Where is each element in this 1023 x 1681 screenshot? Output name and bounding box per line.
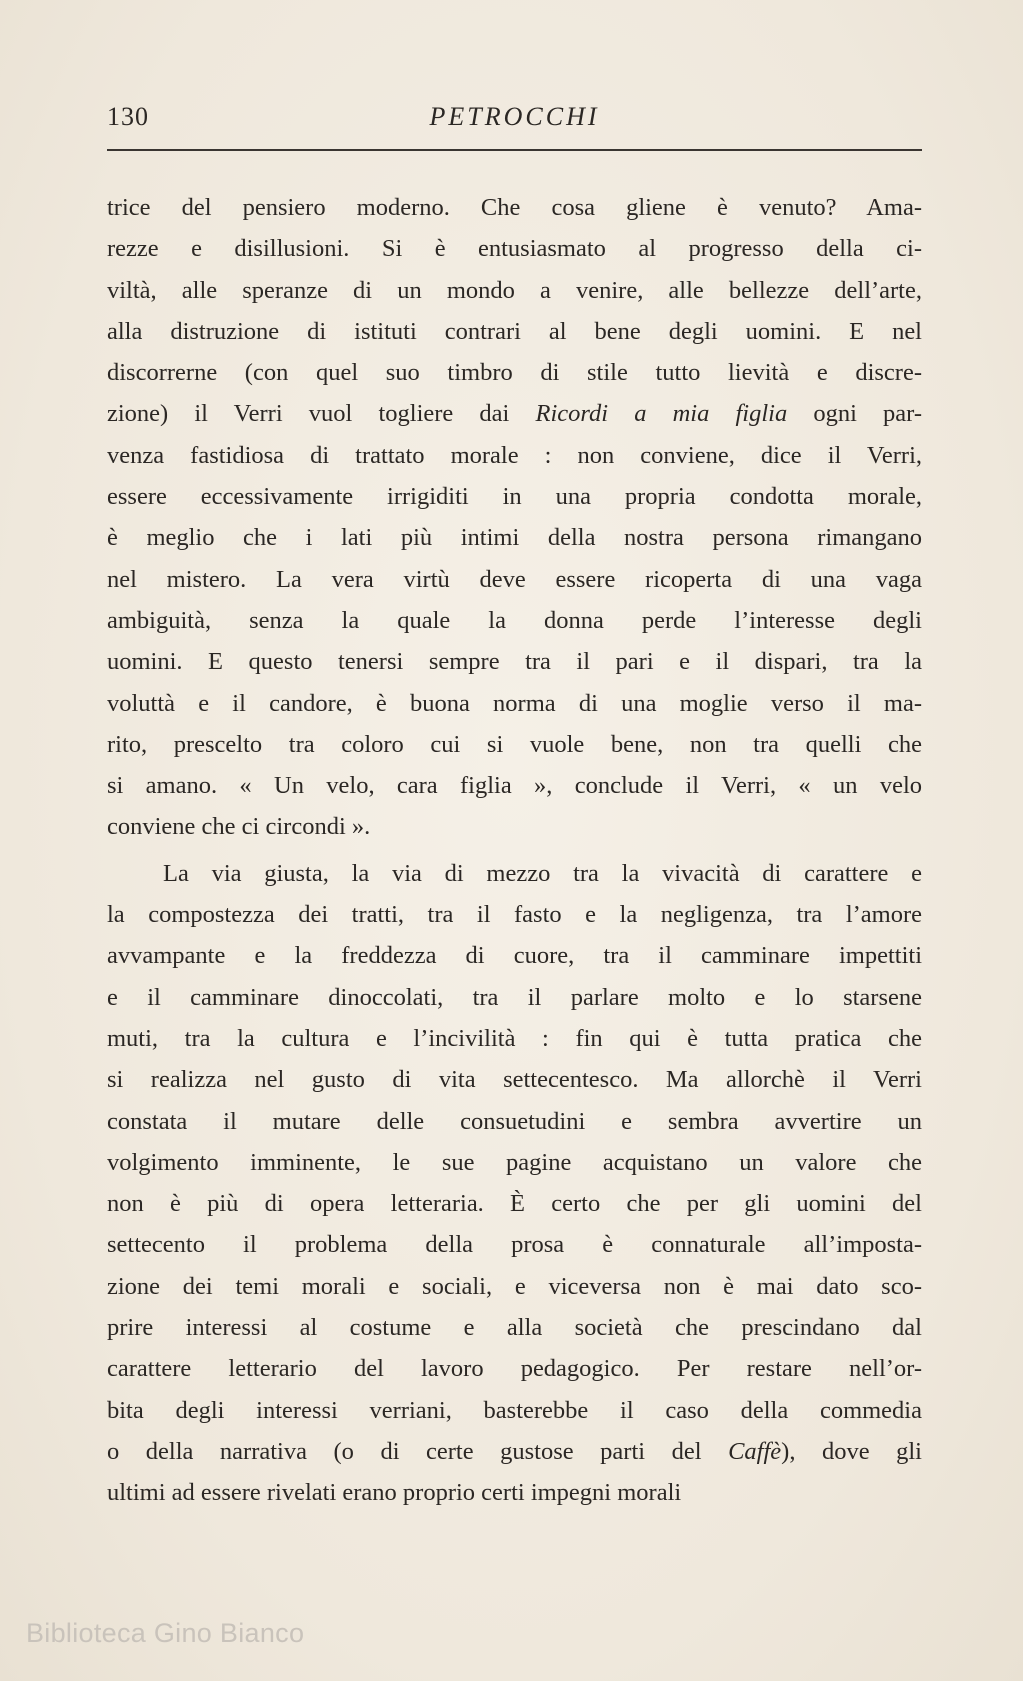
- text-line: alla distruzione di istituti contrari al bene degli uomini. E nel: [107, 317, 922, 345]
- header-rule: [107, 149, 922, 151]
- running-title: PETROCCHI: [429, 102, 600, 131]
- text-line: bita degli interessi verriani, basterebbe il caso della commedia: [107, 1396, 922, 1424]
- text-segment: ogni par-: [787, 400, 922, 428]
- text-line: rito, prescelto tra coloro cui si vuole bene, non tra quelli che: [107, 730, 922, 758]
- text-line: viltà, alle speranze di un mondo a venire, alle bellezze dell’arte,: [107, 276, 922, 304]
- text-line: e il camminare dinoccolati, tra il parlare molto e lo starsene: [107, 983, 922, 1011]
- text-line: carattere letterario del lavoro pedagogico. Per restare nell’or-: [107, 1355, 922, 1383]
- text-line: avvampante e la freddezza di cuore, tra il camminare impettiti: [107, 942, 922, 970]
- text-line: voluttà e il candore, è buona norma di una moglie verso il ma-: [107, 689, 922, 717]
- text-line: discorrerne (con quel suo timbro di stile tutto lievità e discre-: [107, 359, 922, 387]
- text-line: è meglio che i lati più intimi della nostra persona rimangano: [107, 524, 922, 552]
- text-line: uomini. E questo tenersi sempre tra il pari e il dispari, tra la: [107, 648, 922, 676]
- text-line: essere eccessivamente irrigiditi in una propria condotta morale,: [107, 483, 922, 511]
- text-line: si amano. « Un velo, cara figlia », conclude il Verri, « un velo: [107, 772, 922, 800]
- text-line: si realizza nel gusto di vita settecentesco. Ma allorchè il Verri: [107, 1066, 922, 1094]
- text-segment: zione) il Verri vuol togliere dai: [107, 400, 536, 428]
- library-watermark: Biblioteca Gino Bianco: [26, 1618, 305, 1648]
- text-line: la compostezza dei tratti, tra il fasto e la negligenza, tra l’amore: [107, 901, 922, 929]
- text-line: nel mistero. La vera virtù deve essere ricoperta di una vaga: [107, 565, 922, 593]
- text-line: zione dei temi morali e sociali, e viceversa non è mai dato sco-: [107, 1272, 922, 1300]
- text-line: conviene che ci circondi ».: [107, 813, 371, 841]
- text-line: prire interessi al costume e alla società che prescindano dal: [107, 1314, 922, 1342]
- paragraph-2: [107, 853, 922, 1514]
- text-line: La via giusta, la via di mezzo tra la vivacità di carattere e: [163, 859, 922, 887]
- italic-title: Ricordi a mia figlia: [535, 400, 788, 428]
- text-line: [107, 393, 922, 434]
- paragraph-1: [107, 187, 922, 848]
- text-line: muti, tra la cultura e l’incivilità : fin qui è tutta pratica che: [107, 1024, 922, 1052]
- italic-title: Caffè: [728, 1437, 782, 1465]
- text-line: [107, 1431, 922, 1472]
- text-line: constata il mutare delle consuetudini e sembra avvertire un: [107, 1107, 922, 1135]
- text-line: venza fastidiosa di trattato morale : non conviene, dice il Verri,: [107, 441, 922, 469]
- text-segment: o della narrativa (o di certe gustose parti del: [107, 1437, 729, 1465]
- page-number: 130: [107, 102, 149, 131]
- text-line: ambiguità, senza la quale la donna perde l’interesse degli: [107, 606, 922, 634]
- text-line: ultimi ad essere rivelati erano proprio certi impegni morali: [107, 1479, 682, 1507]
- text-line: settecento il problema della prosa è connaturale all’imposta-: [107, 1231, 922, 1259]
- text-segment: ), dove gli: [781, 1437, 922, 1465]
- text-line: trice del pensiero moderno. Che cosa gliene è venuto? Ama-: [107, 194, 922, 221]
- text-line: non è più di opera letteraria. È certo che per gli uomini del: [107, 1190, 922, 1218]
- page-header: [107, 102, 922, 142]
- text-line: volgimento imminente, le sue pagine acquistano un valore che: [107, 1148, 922, 1176]
- text-line: rezze e disillusioni. Si è entusiasmato al progresso della ci-: [107, 235, 922, 263]
- body-text: [107, 187, 922, 1514]
